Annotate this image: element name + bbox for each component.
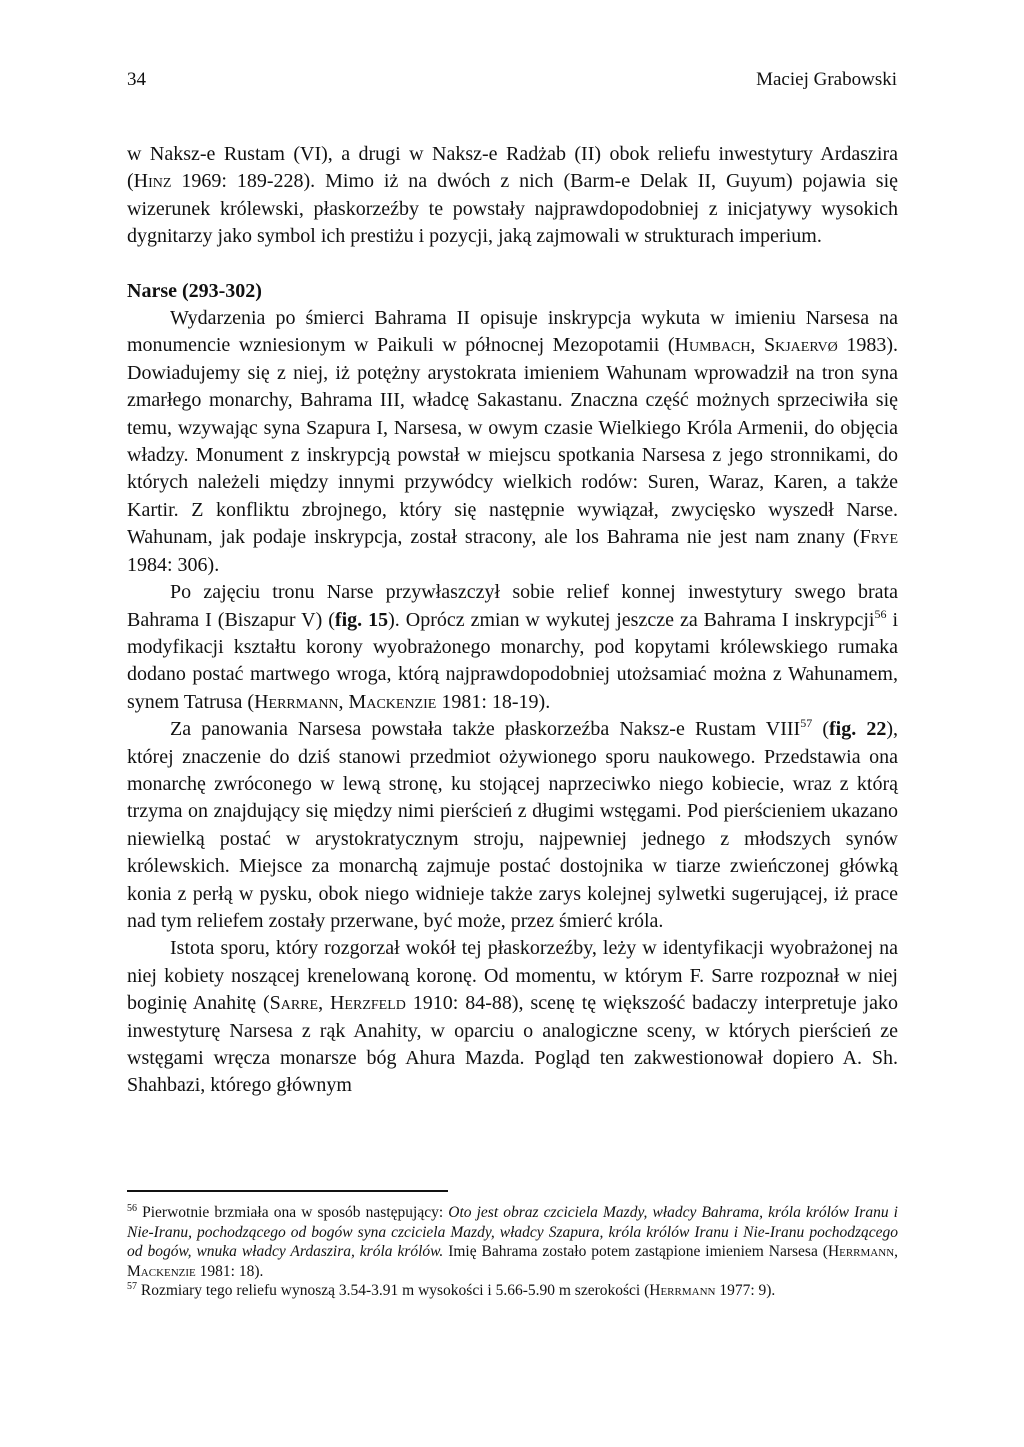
paragraph-paikuli: Wydarzenia po śmierci Bahrama II opisuje inskrypcja wykuta w imieniu Narsesa na monumencie wzniesionym w Paikuli w północnej Mezopotamii (Humbach, Skjaervø 1983). Dowiadujemy się z niej, iż potężny arystokrata imieniem Wahunam wprowadził na tron syna zmarłego monarchy, Bahrama III, władcę Sakastanu. Znaczna część możnych sprzeciwiła się temu, wzywając syna Szapura I, Narsesa, w owym czasie Wielkiego Króla Armenii, do objęcia władzy. Monument z inskrypcją powstał w miejscu spotkania Narsesa z jego stronnikami, do których należeli między innymi przywódcy wielkich rodów: Suren, Waraz, Karen, a także Kartir. Z konfliktu zbrojnego, który się następnie wywiązał, zwycięsko wyszedł Narse. Wahunam, jak podaje inskrypcja, został stracony, ale los Bahrama nie jest nam znany (Frye 1984: 306).: [127, 307, 898, 576]
section-heading: Narse (293-302): [127, 279, 262, 302]
footnotes: [127, 1203, 898, 1301]
paragraph-relief-bishapur: Po zajęciu tronu Narse przywłaszczył sobie relief konnej inwestytury swego brata Bahrama I (Biszapur V) (fig. 15). Oprócz zmian w wykutej jeszcze za Bahrama I inskrypcji$^{56}$ i modyfikacji kształtu korony wyobrażonego monarchy, pod kopytami królewskiego rumaka dodano postać martwego wroga, którą najprawdopodobniej utożsamiać można z Wahunamem, synem Tatrusa (Herrmann, Mackenzie 1981: 18-19).: [127, 581, 899, 713]
page-number: 34: [127, 69, 146, 90]
citation-author: Herrmann, Mackenzie: [254, 690, 437, 713]
main-text: [127, 141, 898, 1100]
citation-author: Herrmann: [649, 1282, 716, 1300]
inscription-quote: Oto jest obraz czciciela Mazdy, władcy Bahrama, króla królów Iranu i Nie-Iranu, pochodzącego od bogów syna czciciela Mazdy, władcy Szapura, króla królów Iranu i Nie-Iranu pochodzącego od bogów, wnuka władcy Ardaszira, króla królów.: [127, 1204, 898, 1261]
footnote-57: $^{57}$ Rozmiary tego reliefu wynoszą 3.54-3.91 m wysokości i 5.66-5.90 m szerokości (Herrmann 1977: 9).: [127, 1281, 776, 1300]
figure-reference: fig. 22: [829, 718, 887, 741]
citation-author: Hinz: [133, 170, 172, 193]
paragraph-intro: w Naksz-e Rustam (VI), a drugi w Naksz-e Radżab (II) obok reliefu inwestytury Ardaszira (Hinz 1969: 189-228). Mimo iż na dwóch z nich (Barm-e Delak II, Guyum) pojawia się wizerunek królewski, płaskorzeźby te powstały najprawdopodobniej z inicjatywy wysokich dygnitarzy jako symbol ich prestiżu i pozycji, jaką zajmowali w strukturach imperium.: [127, 143, 898, 248]
footnote-separator: [127, 1190, 448, 1192]
footnote-number: 57: [127, 1281, 137, 1293]
citation-author: Herrmann, Mackenzie: [127, 1243, 899, 1280]
citation-author: Humbach, Skjaervø: [674, 334, 838, 357]
citation-author: Sarre, Herzfeld: [269, 992, 406, 1015]
paragraph-naqsh-rustam: Za panowania Narsesa powstała także płaskorzeźba Naksz-e Rustam VIII$^{57}$ (fig. 22), której znaczenie do dziś stanowi przedmiot ożywionego sporu naukowego. Przedstawia ona monarchę zwróconego w lewą stronę, ku stojącej naprzeciwko niego kobiecie, wraz z którą trzyma on znajdujący się między nimi pierścień z długimi wstęgami. Pod pierścieniem ukazano niewielką postać w arystokratycznym stroju, najpewniej jednego z młodszych synów królewskich. Miejsce za monarchą zajmuje postać dostojnika w tiarze zwieńczonej główką konia z perłą w pysku, obok niego widnieje także zarys kolejnej sylwetki sugerującej, iż prace nad tym reliefem zostały przerwane, być może, przez śmierć króla.: [127, 716, 898, 932]
footnote-number: 56: [127, 1203, 137, 1214]
citation-author: Frye: [859, 526, 898, 549]
running-author: Maciej Grabowski: [756, 69, 897, 90]
footnote-56: $^{56}$ Pierwotnie brzmiała ona w sposób następujący: Oto jest obraz czciciela Mazdy, władcy Bahrama, króla królów Iranu i Nie-Iranu, pochodzącego od bogów syna czciciela Mazdy, władcy Szapura, króla królów Iranu i Nie-Iranu pochodzącego od bogów, wnuka władcy Ardaszira, króla królów. Imię Bahrama zostało potem zastąpione imieniem Narsesa (Herrmann, Mackenzie 1981: 18).: [127, 1203, 899, 1280]
figure-reference: fig. 15: [334, 608, 389, 631]
paragraph-dispute: Istota sporu, który rozgorzał wokół tej płaskorzeźby, leży w identyfikacji wyobrażonej na niej kobiety noszącej krenelowaną koronę. Od momentu, w którym F. Sarre rozpoznał w niej boginię Anahitę (Sarre, Herzfeld 1910: 84-88), scenę tę większość badaczy interpretuje jako inwestyturę Narsesa z rąk Anahity, w oparciu o analogiczne sceny, w których pierścień ze wstęgami wręcza monarsze bóg Ahura Mazda. Pogląd ten zakwestionował dopiero A. Sh. Shahbazi, którego głównym: [127, 937, 898, 1097]
footnote-marker: 57: [800, 716, 813, 731]
footnote-marker: 56: [874, 606, 887, 621]
